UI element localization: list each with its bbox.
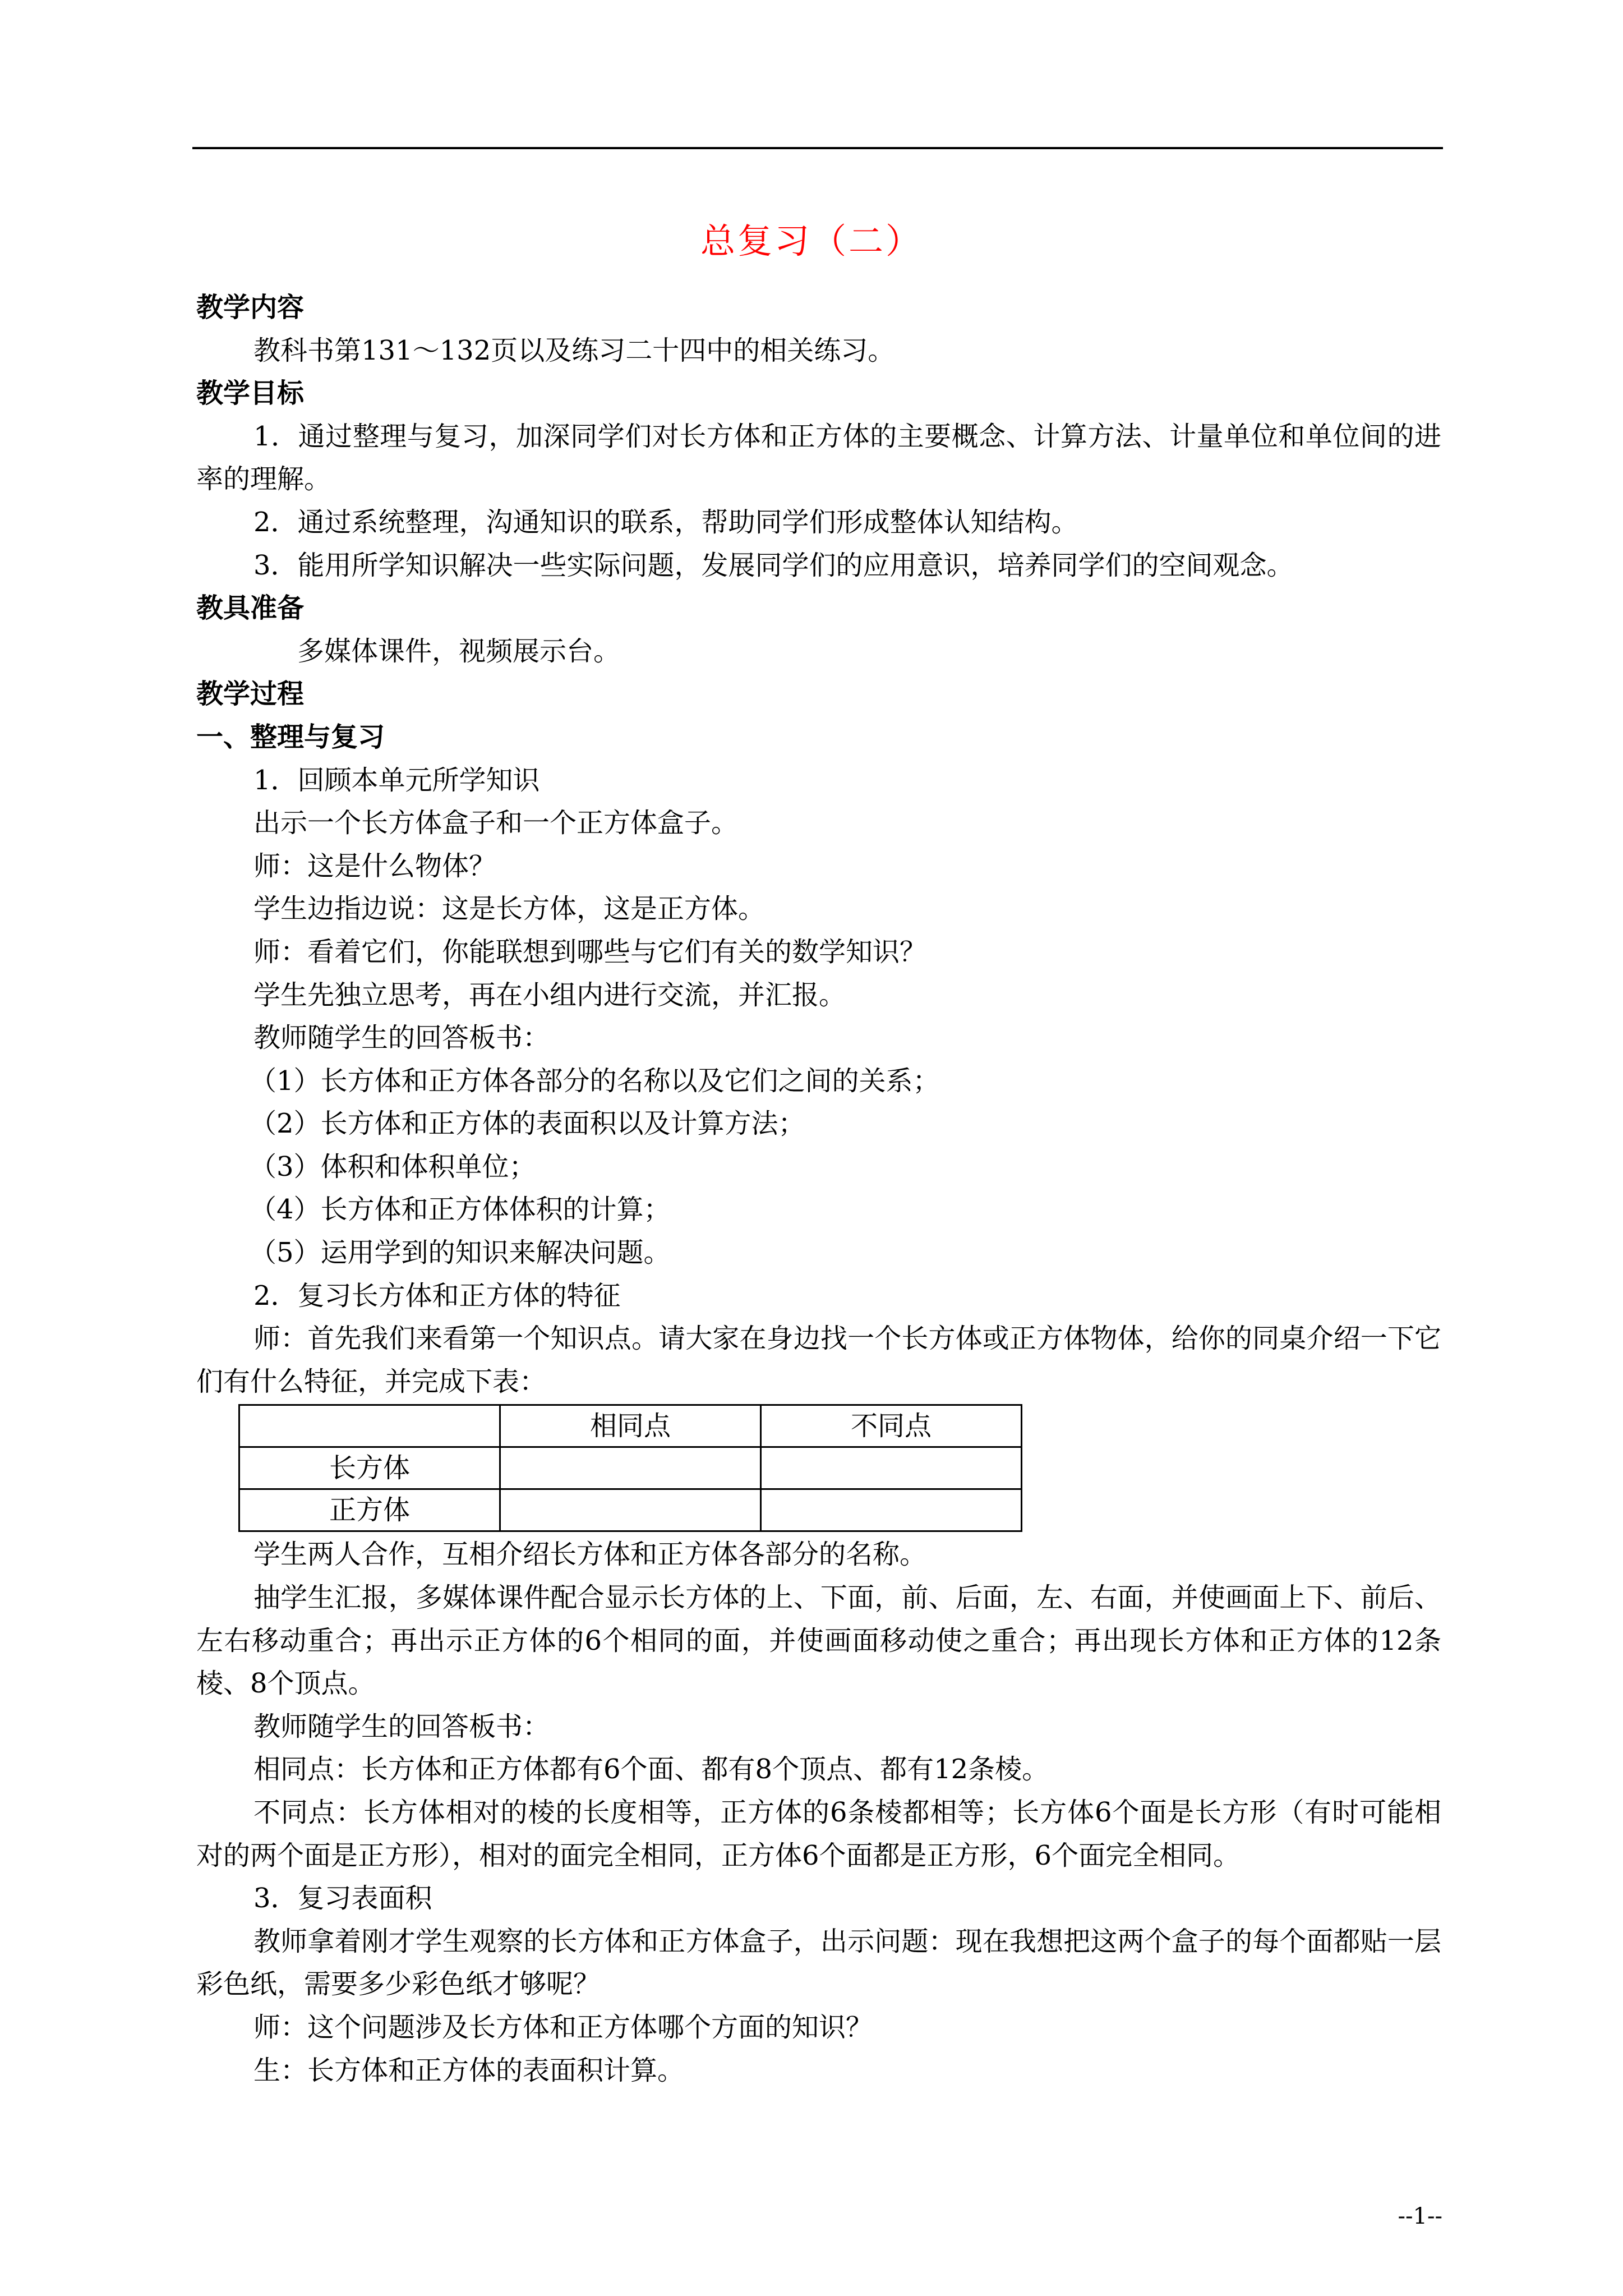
table-row	[239, 1489, 1022, 1531]
list-item: （2）长方体和正方体的表面积以及计算方法；	[250, 1108, 805, 1140]
section-heading-process: 教学过程	[196, 678, 305, 710]
list-item: （3）体积和体积单位；	[250, 1151, 536, 1182]
paragraph: 出示一个长方体盒子和一个正方体盒子。	[253, 807, 739, 839]
subsection-title: 1．回顾本单元所学知识	[253, 764, 540, 796]
table-cell: 正方体	[239, 1489, 500, 1531]
section-heading-content: 教学内容	[196, 292, 305, 323]
prep-text: 多媒体课件，视频展示台。	[297, 635, 621, 667]
section-heading-goals: 教学目标	[196, 378, 305, 409]
table-cell	[761, 1447, 1022, 1489]
section-heading-prep: 教具准备	[196, 592, 305, 624]
paragraph: 教师拿着刚才学生观察的长方体和正方体盒子，出示问题：现在我想把这两个盒子的每个面都贴一层彩色纸，需要多少彩色纸才够呢？	[196, 1925, 1441, 2000]
subsection-title: 2．复习长方体和正方体的特征	[253, 1280, 621, 1312]
table-cell	[500, 1447, 761, 1489]
page-title: 总复习（二）	[700, 220, 923, 261]
list-item: （4）长方体和正方体体积的计算；	[250, 1194, 671, 1226]
goal-item: 2．通过系统整理，沟通知识的联系，帮助同学们形成整体认知结构。	[253, 506, 1078, 538]
paragraph: 教师随学生的回答板书：	[253, 1710, 550, 1742]
paragraph: 学生边指边说：这是长方体，这是正方体。	[253, 893, 766, 925]
paragraph: 师：首先我们来看第一个知识点。请大家在身边找一个长方体或正方体物体，给你的同桌介绍一下它们有什么特征，并完成下表：	[196, 1323, 1441, 1397]
part-heading: 一、整理与复习	[196, 721, 385, 753]
paragraph: 师：这是什么物体？	[253, 850, 496, 882]
goal-item: 1．通过整理与复习，加深同学们对长方体和正方体的主要概念、计算方法、计量单位和单位间的进率的理解。	[196, 420, 1441, 495]
paragraph: 抽学生汇报，多媒体课件配合显示长方体的上、下面，前、后面，左、右面，并使画面上下、前后、左右移动重合；再出示正方体的6个相同的面，并使画面移动使之重合；再出现长方体和正方体的12条棱、8个顶点。	[196, 1582, 1441, 1700]
paragraph: 师：这个问题涉及长方体和正方体哪个方面的知识？	[253, 2011, 873, 2043]
paragraph: 师：看着它们，你能联想到哪些与它们有关的数学知识？	[253, 936, 927, 968]
table-header-cell: 不同点	[761, 1405, 1022, 1447]
paragraph: 生：长方体和正方体的表面积计算。	[253, 2054, 685, 2086]
table-row	[239, 1447, 1022, 1489]
list-item: （5）运用学到的知识来解决问题。	[250, 1237, 671, 1269]
table-cell	[500, 1489, 761, 1531]
paragraph: 学生两人合作，互相介绍长方体和正方体各部分的名称。	[253, 1539, 927, 1571]
goal-item: 3．能用所学知识解决一些实际问题，发展同学们的应用意识，培养同学们的空间观念。	[253, 549, 1294, 581]
content-text: 教科书第131～132页以及练习二十四中的相关练习。	[253, 334, 895, 366]
header-rule	[192, 147, 1443, 149]
paragraph: 学生先独立思考，再在小组内进行交流，并汇报。	[253, 979, 846, 1011]
list-item: （1）长方体和正方体各部分的名称以及它们之间的关系；	[250, 1065, 940, 1097]
paragraph: 教师随学生的回答板书：	[253, 1022, 550, 1054]
table-header-cell: 相同点	[500, 1405, 761, 1447]
paragraph: 不同点：长方体相对的棱的长度相等，正方体的6条棱都相等；长方体6个面是长方形（有时可能相对的两个面是正方形），相对的面完全相同，正方体6个面都是正方形，6个面完全相同。	[196, 1797, 1441, 1871]
paragraph: 相同点：长方体和正方体都有6个面、都有8个顶点、都有12条棱。	[253, 1754, 1049, 1786]
table-cell: 长方体	[239, 1447, 500, 1489]
table-header-cell	[239, 1405, 500, 1447]
table-header-row	[239, 1405, 1022, 1447]
page-number: --1--	[1398, 2203, 1442, 2229]
document-body	[196, 286, 1441, 2092]
feature-table	[238, 1404, 1022, 1532]
table-cell	[761, 1489, 1022, 1531]
subsection-title: 3．复习表面积	[253, 1883, 432, 1915]
